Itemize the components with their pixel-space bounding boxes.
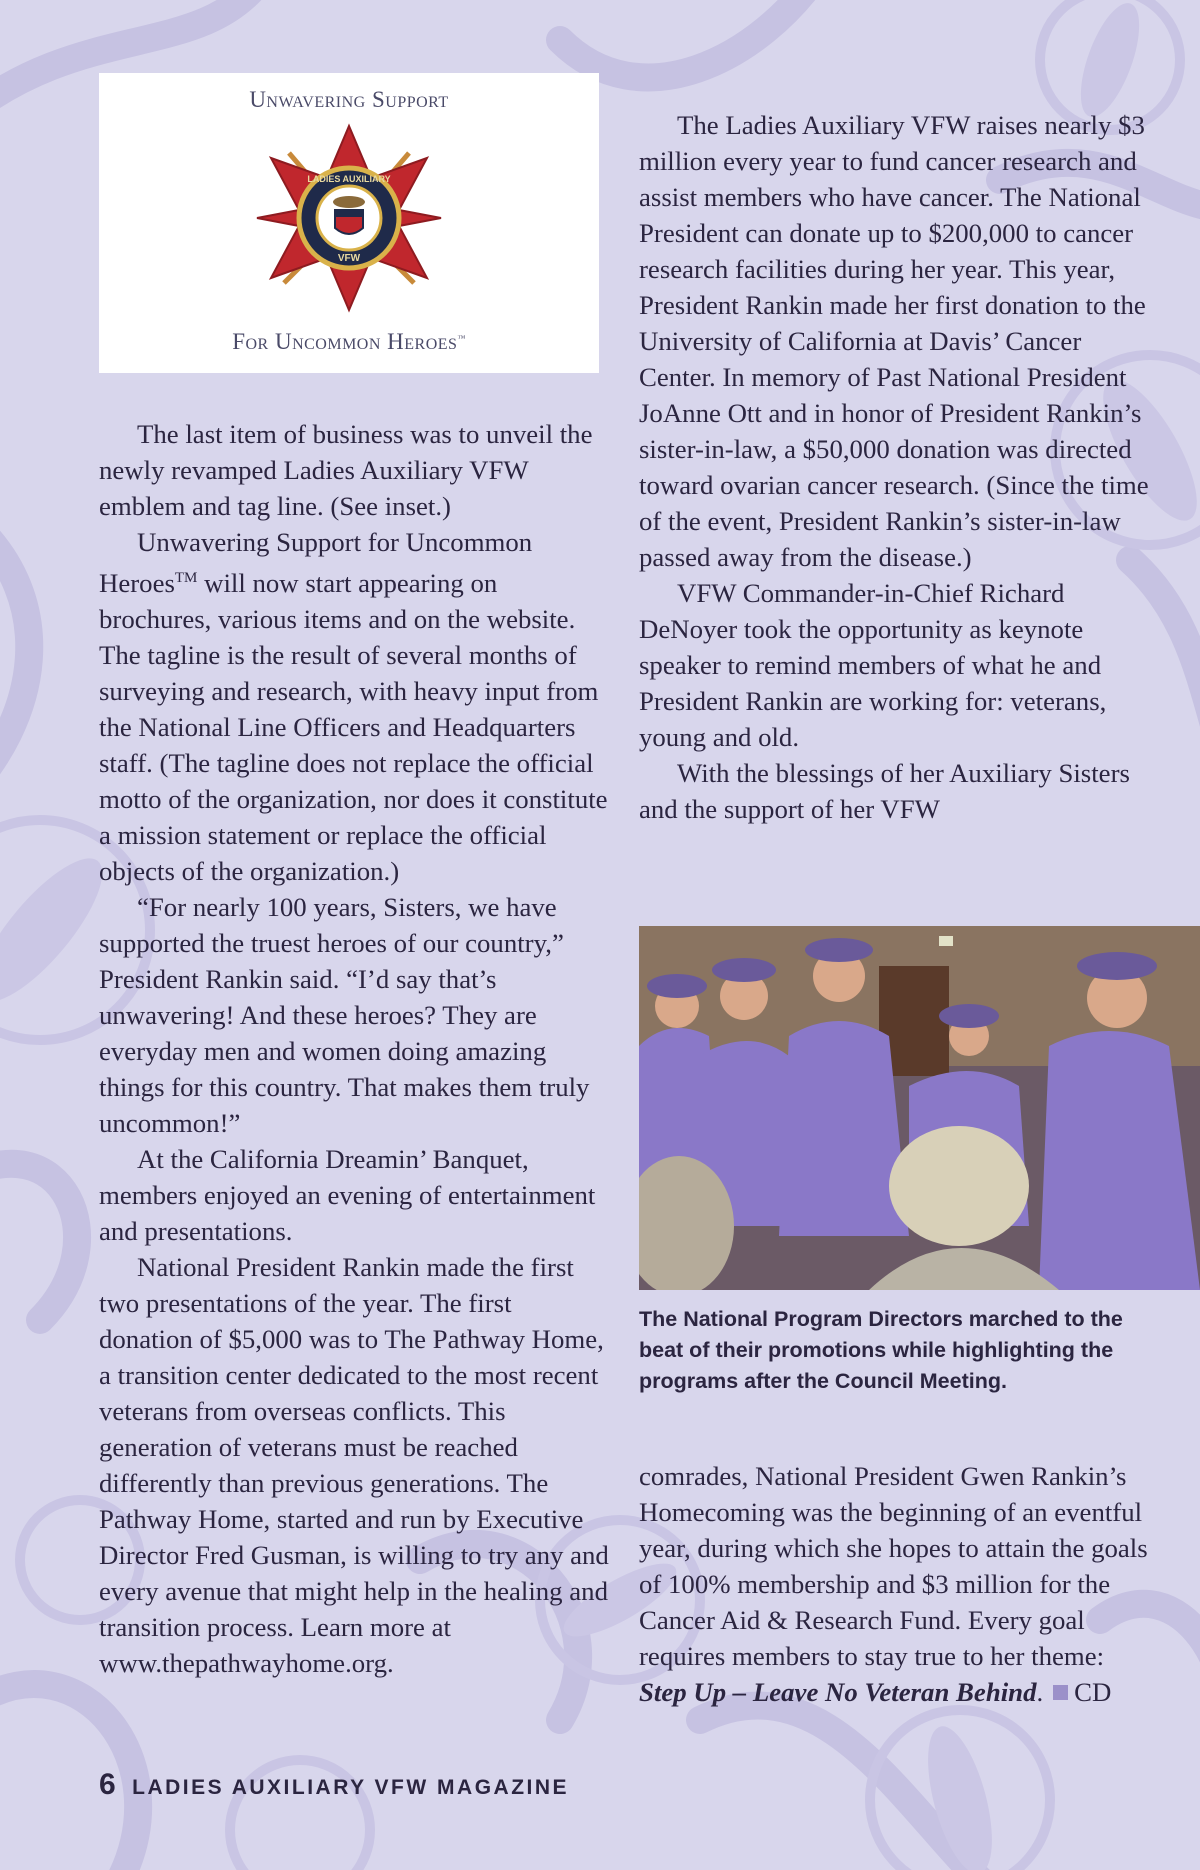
continued-text: comrades, National President Gwen Rankin’s Homecoming was the beginning of an eventful year, during which she hopes to attain the goals of 100% membership and $3 million for the Cancer Aid & Research Fund. Every goal requires members to stay true to her theme: <box>639 1461 1148 1671</box>
trademark-superscript: TM <box>174 570 198 586</box>
page-footer <box>99 1768 569 1802</box>
tagline-text: Unwavering Support for Uncommon Heroes <box>99 527 533 598</box>
inset-trademark: ™ <box>457 333 466 343</box>
right-paragraph-2: VFW Commander-in-Chief Richard DeNoyer took the opportunity as keynote speaker to remind members of what he and President Rankin are working for: veterans, young and old. <box>639 578 1107 752</box>
right-column-bottom <box>639 1458 1149 1710</box>
left-paragraph-2 <box>99 524 609 889</box>
theme-text: Step Up – Leave No Veteran Behind <box>639 1677 1037 1707</box>
inset-heading-bottom-text: For Uncommon Heroes <box>232 329 458 354</box>
ladies-auxiliary-emblem-icon <box>249 118 449 318</box>
page-number: 6 <box>99 1768 116 1801</box>
emblem-ring-top-text: LADIES AUXILIARY <box>307 174 391 184</box>
left-paragraph-3: “For nearly 100 years, Sisters, we have supported the truest heroes of our country,” President Rankin said. “I’d say that’s unwavering! And these heroes? They are everyday men and women doing amazing things for this country. That makes them truly uncommon!” <box>99 891 590 1138</box>
right-column-top <box>639 107 1149 827</box>
end-mark-icon <box>1053 1685 1068 1700</box>
left-paragraph-2-body: will now start appearing on brochures, various items and on the website. The tagline is the result of several months of surveying and research, with heavy input from the National Line Officers and Headquarters staff. (The tagline does not replace the official motto of the organization, nor does it constitute a mission statement or replace the official objects of the organization.) <box>99 567 608 886</box>
inset-heading-top: Unwavering Support <box>249 87 449 112</box>
emblem-ring-bottom-text: VFW <box>337 253 361 264</box>
right-paragraph-1: The Ladies Auxiliary VFW raises nearly $3 million every year to fund cancer research and assist members who have cancer. The National President can donate up to $200,000 to cancer research facilities during her year. This year, President Rankin made her first donation to the University of California at Davis’ Cancer Center. In memory of Past National President JoAnne Ott and in honor of President Rankin’s sister-in-law, a $50,000 donation was directed toward ovarian cancer research. (Since the time of the event, President Rankin’s sister-in-law passed away from the disease.) <box>639 110 1149 572</box>
theme-period: . <box>1036 1677 1044 1707</box>
left-paragraph-4: At the California Dreamin’ Banquet, members enjoyed an evening of entertainment and presentations. <box>99 1143 596 1246</box>
inset-heading-bottom <box>99 329 599 355</box>
author-signoff: CD <box>1074 1677 1112 1707</box>
magazine-title: LADIES AUXILIARY VFW MAGAZINE <box>132 1776 570 1799</box>
left-paragraph-1: The last item of business was to unveil the newly revamped Ladies Auxiliary VFW emblem and tag line. (See inset.) <box>99 419 593 521</box>
right-paragraph-3: With the blessings of her Auxiliary Sisters and the support of her VFW <box>639 758 1130 824</box>
left-column <box>99 416 609 1681</box>
left-paragraph-5: National President Rankin made the first two presentations of the year. The first donation of $5,000 was to The Pathway Home, a transition center dedicated to the most recent veterans from overseas conflicts. This generation of veterans must be reached differently than previous generations. The Pathway Home, started and run by Executive Director Fred Gusman, is willing to try any and every avenue that might help in the healing and transition process. Learn more at www.thepathwayhome.org. <box>99 1251 609 1678</box>
photo-caption: The National Program Directors marched to the beat of their promotions while highlighting the programs after the Council Meeting. <box>639 1307 1123 1393</box>
emblem-inset <box>99 73 599 373</box>
right-paragraph-continued <box>639 1458 1149 1710</box>
program-directors-photo <box>639 926 1200 1290</box>
